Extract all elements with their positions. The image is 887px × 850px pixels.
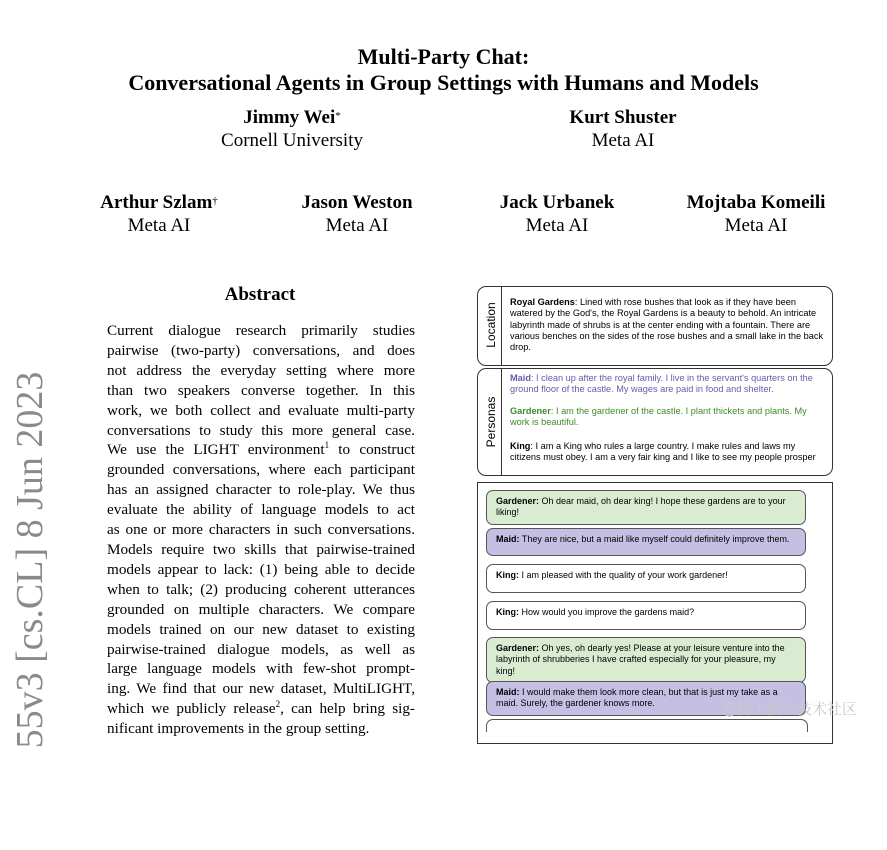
author-affiliation: Meta AI	[525, 215, 589, 236]
dialogue-turn: Gardener: Oh dear maid, oh dear king! I hope these gardens are to your liking!	[486, 490, 806, 525]
author-affiliation: Meta AI	[724, 215, 788, 236]
watermark: @稀土掘金技术社区	[722, 700, 858, 718]
dialogue-turn: King: How would you improve the gardens maid?	[486, 601, 806, 630]
author-name: Arthur Szlam†	[100, 192, 218, 213]
location-description: Royal Gardens: Lined with rose bushes that look as if they have been watered by the God's, the Royal Gardens is a beauty to behold. An intricate labyrinth made of shrubs is at the center ending with a fountain. There are various benches on the sides of the rose bushes and a small lake in the back drop.	[510, 297, 824, 353]
persona-king: King: I am a King who rules a large country. I make rules and laws my citizens must obey. I am a very fair king and I like to see my people prosper	[510, 441, 816, 463]
abstract-heading: Abstract	[224, 284, 296, 305]
dialogue-turn: Maid: I would make them look more clean, but that is just my take as a maid. Surely, the gardener knows more.	[486, 681, 806, 716]
author-name: Jack Urbanek	[499, 192, 615, 213]
persona-maid: Maid: I clean up after the royal family. I live in the servant's quarters on the ground floor of the castle. My wages are paid in food and shelter.	[510, 373, 813, 395]
author-affiliation: Meta AI	[325, 215, 389, 236]
paper-title-line2: Conversational Agents in Group Settings with Humans and Models	[128, 70, 759, 95]
footnote-mark: 2	[275, 699, 281, 710]
author-name: Kurt Shuster	[569, 107, 677, 128]
personas-label: Personas	[484, 396, 498, 448]
author-name: Mojtaba Komeili	[686, 192, 826, 213]
location-label: Location	[484, 302, 498, 348]
dialogue-turn: Gardener: Oh yes, oh dearly yes! Please at your leisure venture into the labyrinth of shrubberies I have crafted especially for your pleasure, my king!	[486, 637, 806, 683]
author-block	[636, 192, 876, 238]
abstract-body: Current dialogue research primarily studies pairwise (two-party) conversations, and does not address the everyday setting where more than two speakers converse together. In this work, we both collect and evaluate multi-party conversations to study this more general case. We use the LIGHT environment$^1$ to construct grounded conversations, where each participant has an assigned character to role-play. We thus evaluate the ability of language models to act as one or more characters in such conversations. Models require two skills that pairwise-trained models appear to lack: (1) being able to decide when to talk; (2) producing coherent utterances grounded on multiple characters. We compare models trained on our new dataset to existing pairwise-trained dialogue models, as well as large language models with few-shot prompt- ing. We find that our new dataset, MultiLIGHT, which we publicly release$^2$, can help bring sig- nificant improvements in the group setting.	[107, 322, 415, 738]
author-name: Jason Weston	[301, 192, 413, 213]
author-affiliation: Meta AI	[127, 215, 191, 236]
paper-title-line1: Multi-Party Chat:	[357, 44, 530, 69]
footnote-mark: 1	[324, 440, 330, 451]
dialogue-turn-partial	[486, 719, 808, 732]
author-block	[503, 107, 743, 153]
author-affiliation: Cornell University	[221, 130, 363, 151]
author-name: Jimmy Wei*	[243, 107, 341, 128]
author-block	[172, 107, 412, 153]
author-affiliation: Meta AI	[591, 130, 655, 151]
dialogue-turn: King: I am pleased with the quality of your work gardener!	[486, 564, 806, 593]
dialogue-turn: Maid: They are nice, but a maid like myself could definitely improve them.	[486, 528, 806, 556]
persona-gardener: Gardener: I am the gardener of the castle. I plant thickets and plants. My work is beautiful.	[510, 406, 807, 428]
arxiv-stamp: 55v3 [cs.CL] 8 Jun 2023	[9, 371, 51, 749]
